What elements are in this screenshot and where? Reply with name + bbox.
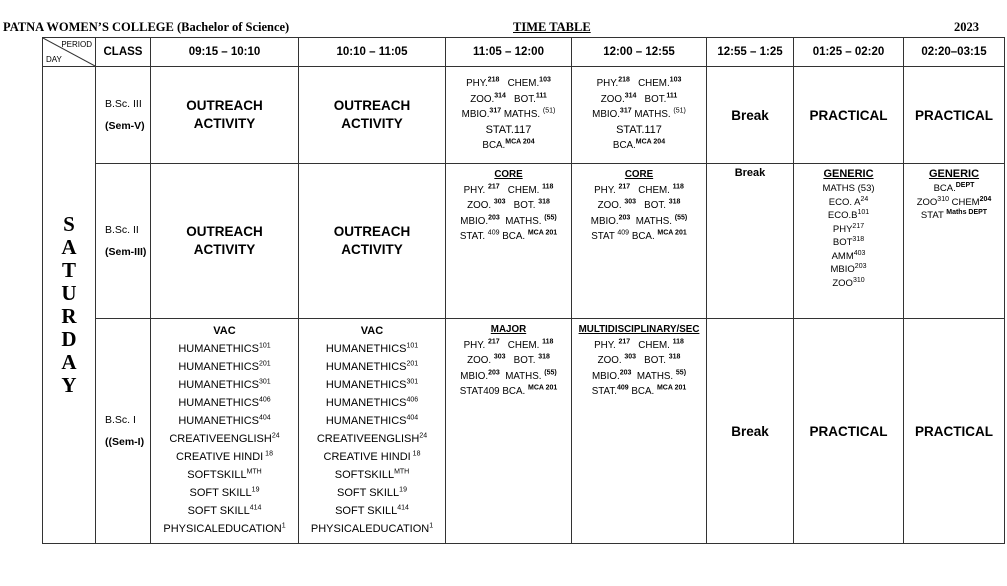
day-name: S A T U R D A Y — [61, 212, 77, 397]
vac-list — [299, 340, 445, 538]
slot-cell: PHY.$^{218}$ CHEM.$^{103}$ ZOO.$^{314}$ BOT.$^{111}$ MBIO.$^{317}$ MATHS. $^{(51)}$ STAT.117 BCA.$^{MCA 204}$ — [572, 67, 707, 164]
vac-item: HUMANETHICS$^{301}$ — [178, 378, 271, 391]
slot-header: 10:10 – 11:05 — [299, 38, 446, 67]
page-title: TIME TABLE — [513, 20, 591, 34]
timetable — [42, 37, 1005, 544]
generic-item: MBIO$^{203}$ — [830, 262, 867, 275]
period-label: PERIOD — [61, 40, 92, 49]
generic-item: $ECO.B^{101}$ — [827, 208, 870, 221]
vac-item: CREATIVEENGLISH$^{24}$ — [316, 432, 428, 445]
slot-header: 01:25 – 02:20 — [794, 38, 904, 67]
generic-cell: GENERIC BCA.$^{DEPT}$ ZOO$^{310}$ CHEM$^{204}$ STAT $^{Maths DEPT}$ — [904, 164, 1005, 319]
slot-header: 11:05 – 12:00 — [446, 38, 572, 67]
vac-item: SOFT SKILL$^{19}$ — [189, 486, 260, 499]
vac-item: HUMANETHICS$^{406}$ — [178, 396, 271, 409]
generic-cell: GENERIC MATHS (53) ECO. $A^{24}$ $ECO.B^{101}$ PHY$^{217}$ BOT$^{318}$ AMM$^{403}$ MBIO$^{203}$ ZOO$^{310}$ — [794, 164, 904, 319]
vac-item: HUMANETHICS$^{406}$ — [325, 396, 419, 409]
vac-cell: VAC HUMANETHICS$^{101}$ HUMANETHICS$^{201}$ HUMANETHICS$^{301}$ HUMANETHICS$^{406}$ HUMANETHICS$^{404}$ CREATIVEENGLISH$^{24}$ CREATIVE HINDI $^{18}$ $SOFTSKILL^{MTH}$ SOFT SKILL$^{19}$ SOFT SKILL$^{414}$ PHYSICALEDUCATION$^1$ — [299, 319, 446, 544]
vac-item: PHYSICALEDUCATION$^1$ — [163, 522, 286, 535]
vac-item: SOFT SKILL$^{414}$ — [187, 504, 262, 517]
vac-item: PHYSICALEDUCATION$^1$ — [310, 522, 434, 535]
vac-item: HUMANETHICS$^{201}$ — [325, 360, 419, 373]
vac-item: HUMANETHICS$^{404}$ — [325, 414, 419, 427]
slot-cell: OUTREACH ACTIVITY — [299, 67, 446, 164]
slot-header: 12:00 – 12:55 — [572, 38, 707, 67]
table-row — [43, 67, 1005, 164]
vac-item: HUMANETHICS$^{301}$ — [325, 378, 419, 391]
vac-item: HUMANETHICS$^{201}$ — [178, 360, 271, 373]
slot-header: 12:55 – 1:25 — [707, 38, 794, 67]
generic-item: BOT$^{318}$ — [832, 235, 865, 248]
vac-item: HUMANETHICS$^{101}$ — [325, 342, 419, 355]
practical-cell: PRACTICAL — [794, 319, 904, 544]
slot-cell: CORE PHY. $^{217}$ CHEM. $^{118}$ ZOO. $^{303}$ BOT. $^{318}$ MBIO.$^{203}$ MATHS. $^{(55)}$ STAT $^{409}$ BCA. $^{MCA 201}$ — [572, 164, 707, 319]
vac-cell: VAC HUMANETHICS$^{101}$ HUMANETHICS$^{201}$ HUMANETHICS$^{301}$ HUMANETHICS$^{406}$ HUMANETHICS$^{404}$ CREATIVEENGLISH$^{24}$ CREATIVE HINDI $^{18}$ $SOFTSKILL^{MTH}$ SOFT SKILL$^{19}$ SOFT SKILL$^{414}$ PHYSICALEDUCATION$^1$ — [151, 319, 299, 544]
table-row — [43, 319, 1005, 544]
slot-cell: MAJOR PHY. $^{217}$ CHEM. $^{118}$ ZOO. $^{303}$ BOT. $^{318}$ MBIO.$^{203}$ MATHS. $^{(55)}$ STAT409 BCA. $^{MCA 201}$ — [446, 319, 572, 544]
generic-item: MATHS (53) — [822, 183, 875, 194]
generic-item: ECO. $A^{24}$ — [828, 195, 869, 208]
generic-item: PHY$^{217}$ — [832, 222, 865, 235]
day-cell — [43, 67, 96, 544]
slot-cell: OUTREACH ACTIVITY — [299, 164, 446, 319]
vac-item: HUMANETHICS$^{404}$ — [178, 414, 271, 427]
vac-item: $SOFTSKILL^{MTH}$ — [334, 468, 410, 481]
practical-cell: PRACTICAL — [904, 67, 1005, 164]
vac-item: CREATIVEENGLISH$^{24}$ — [169, 432, 280, 445]
vac-item: $SOFTSKILL^{MTH}$ — [187, 468, 262, 481]
class-header: CLASS — [96, 38, 151, 67]
generic-item: AMM$^{403}$ — [831, 249, 866, 262]
break-cell: Break — [707, 164, 794, 319]
period-day-corner — [43, 38, 96, 67]
vac-list — [151, 340, 298, 538]
class-cell: B.Sc. III (Sem-V) — [96, 67, 151, 164]
college-name: PATNA WOMEN’S COLLEGE (Bachelor of Science) — [3, 20, 290, 34]
slot-cell: MULTIDISCIPLINARY/SEC PHY. $^{217}$ CHEM. $^{118}$ ZOO. $^{303}$ BOT. $^{318}$ MBIO.$^{203}$ MATHS. $^{55)}$ STAT.$^{409}$ BCA. $^{MCA 201}$ — [572, 319, 707, 544]
break-cell: Break — [707, 67, 794, 164]
class-cell: B.Sc. I ((Sem-I) — [96, 319, 151, 544]
break-cell: Break — [707, 319, 794, 544]
generic-item: ZOO$^{310}$ — [832, 276, 865, 289]
vac-item: SOFT SKILL$^{414}$ — [335, 504, 409, 517]
practical-cell: PRACTICAL — [904, 319, 1005, 544]
practical-cell: PRACTICAL — [794, 67, 904, 164]
vac-item: CREATIVE HINDI $^{18}$ — [176, 450, 273, 463]
vac-item: HUMANETHICS$^{101}$ — [178, 342, 271, 355]
slot-cell: OUTREACH ACTIVITY — [151, 67, 299, 164]
document-header — [0, 4, 1007, 32]
slot-header: 02:20–03:15 — [904, 38, 1005, 67]
year-label: 2023 — [954, 20, 979, 34]
slot-cell: PHY.$^{218}$ CHEM.$^{103}$ ZOO.$^{314}$ BOT.$^{111}$ MBIO.$^{317}$ MATHS. $^{(51)}$ STAT.117 BCA.$^{MCA 204}$ — [446, 67, 572, 164]
table-row — [43, 164, 1005, 319]
slot-header: 09:15 – 10:10 — [151, 38, 299, 67]
day-label: DAY — [46, 55, 62, 64]
header-row — [43, 38, 1005, 67]
slot-cell: OUTREACH ACTIVITY — [151, 164, 299, 319]
vac-item: SOFT SKILL$^{19}$ — [337, 486, 407, 499]
class-cell: B.Sc. II (Sem-III) — [96, 164, 151, 319]
vac-item: CREATIVE HINDI $^{18}$ — [323, 450, 421, 463]
slot-cell: CORE PHY. $^{217}$ CHEM. $^{118}$ ZOO. $^{303}$ BOT. $^{318}$ MBIO.$^{203}$ MATHS. $^{(55)}$ STAT. $^{409}$ BCA. $^{MCA 201}$ — [446, 164, 572, 319]
generic-list — [794, 182, 903, 290]
